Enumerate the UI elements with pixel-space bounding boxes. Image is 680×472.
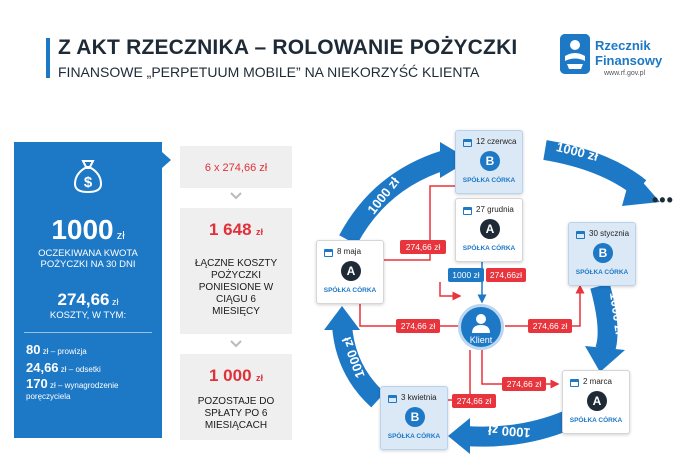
company-card-b-12-czerwca — [455, 130, 523, 194]
cycle-amount-right: 1000 zł — [606, 291, 628, 336]
svg-text:$: $ — [83, 174, 93, 191]
total-costs-desc: ŁĄCZNE KOSZTY POŻYCZKI PONIESIONE W CIĄGU 6 MIESIĘCY — [194, 258, 278, 317]
six-payments-box: 6 x 274,66 zł — [180, 146, 292, 188]
calendar-icon — [570, 379, 579, 387]
logo-name-line1: Rzecznik — [595, 38, 651, 53]
payment-line-2 — [430, 186, 455, 200]
fee-tag: 274,66zł — [486, 268, 526, 282]
company-label: SPÓŁKA CÓRKA — [387, 433, 441, 440]
logo-url: www.rf.gov.pl — [604, 70, 646, 77]
company-card-a-2-marca — [562, 370, 630, 434]
company-label: SPÓŁKA CÓRKA — [569, 417, 623, 424]
card-date: 12 czerwca — [476, 137, 517, 146]
company-label: SPÓŁKA CÓRKA — [575, 269, 629, 276]
cycle-amount-top-left: 1000 zł — [364, 174, 403, 217]
company-letter-badge: A — [587, 391, 607, 411]
card-date: 27 grudnia — [476, 205, 514, 214]
payment-line-8 — [440, 282, 460, 296]
company-label: SPÓŁKA CÓRKA — [462, 245, 516, 252]
company-letter-badge: A — [341, 261, 361, 281]
company-card-a-27-grudnia — [455, 198, 523, 262]
calendar-icon — [324, 249, 333, 257]
company-card-b-3-kwietnia — [380, 386, 448, 450]
company-card-a-8-maja — [316, 240, 384, 304]
cost-amount: 274,66 zł — [57, 290, 119, 309]
cost-item-guarantor: 170 zł – wynagrodzenie poręczyciela — [26, 376, 119, 401]
fee-tag: 274,66 zł — [452, 394, 496, 408]
continuation-dots: ••• — [652, 190, 674, 210]
calendar-icon — [388, 395, 397, 403]
company-label: SPÓŁKA CÓRKA — [462, 177, 516, 184]
company-label: SPÓŁKA CÓRKA — [323, 287, 377, 294]
calendar-icon — [463, 139, 472, 147]
card-date: 8 maja — [337, 247, 362, 256]
company-card-b-30-stycznia — [568, 222, 636, 286]
cycle-arrowhead-left — [324, 306, 360, 330]
cycle-amount-top: 1000 zł — [554, 139, 600, 164]
fee-tag: 274,66 zł — [502, 377, 546, 391]
total-costs-amount: 1 648 zł — [208, 220, 263, 239]
company-letter-badge: A — [480, 219, 500, 239]
calendar-icon — [463, 207, 472, 215]
cost-item-interest: 24,66 zł – odsetki — [26, 360, 101, 375]
company-letter-badge: B — [480, 151, 500, 171]
cost-desc: KOSZTY, W TYM: — [49, 310, 127, 321]
fee-tag: 274,66 zł — [400, 240, 446, 254]
page-subtitle: FINANSOWE „PERPETUUM MOBILE” NA NIEKORZYŚĆ KLIENTA — [58, 64, 480, 80]
card-date: 30 stycznia — [589, 229, 630, 238]
page-title: Z AKT RZECZNIKA – ROLOWANIE POŻYCZKI — [58, 36, 518, 59]
cost-item-commission: 80 zł – prowizja — [26, 342, 87, 357]
expected-amount-desc: OCZEKIWANA KWOTA POŻYCZKI NA 30 DNI — [38, 248, 138, 270]
cycle-amount-left: 1000 zł — [338, 334, 368, 381]
expected-amount: 1000 zł — [51, 214, 125, 245]
calendar-icon — [576, 231, 585, 239]
remaining-desc: POZOSTAJE DO SPŁATY PO 6 MIESIĄCACH — [197, 396, 275, 431]
fee-tag: 274,66 zł — [528, 319, 572, 333]
card-date: 3 kwietnia — [401, 393, 437, 402]
client-label: Klient — [469, 335, 493, 345]
card-date: 2 marca — [583, 377, 612, 386]
cycle-arrowhead-right — [585, 346, 625, 372]
company-letter-badge: B — [593, 243, 613, 263]
cycle-amount-bottom: 1000 zł — [487, 422, 532, 441]
company-letter-badge: B — [405, 407, 425, 427]
loan-tag: 1000 zł — [448, 268, 484, 282]
logo-name-line2: Finansowy — [595, 53, 663, 68]
remaining-amount: 1 000 zł — [208, 366, 263, 385]
cycle-arrowhead-bottom — [448, 418, 470, 454]
fee-tag: 274,66 zł — [396, 319, 440, 333]
